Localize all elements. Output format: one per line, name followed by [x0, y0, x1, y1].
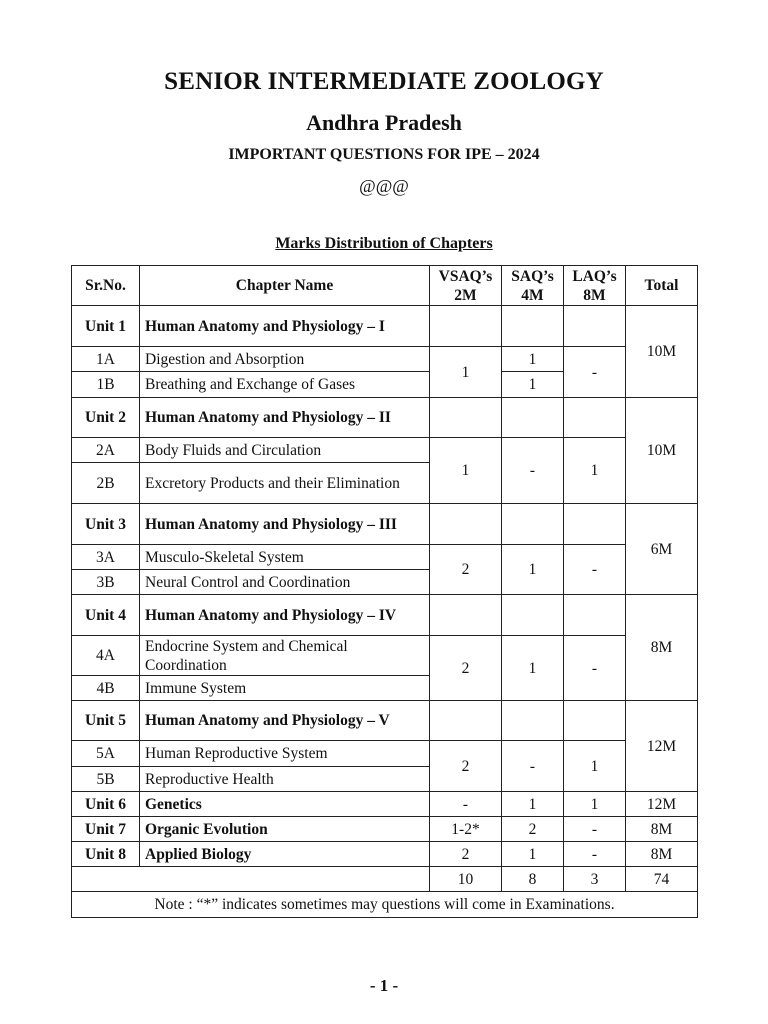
table-row	[72, 504, 698, 545]
chapter-name: Human Reproductive System	[140, 741, 430, 767]
laq-value: -	[564, 842, 626, 867]
unit-total: 8M	[626, 595, 698, 701]
empty-cell	[502, 398, 564, 438]
unit-label: Unit 7	[72, 817, 140, 842]
table-row	[72, 398, 698, 438]
col-header-laq-label: LAQ’s	[572, 267, 617, 285]
unit-total: 10M	[626, 398, 698, 504]
col-header-laq-marks: 8M	[583, 286, 606, 304]
vsaq-value: 2	[430, 741, 502, 792]
marks-distribution-table	[71, 265, 698, 918]
empty-cell	[564, 504, 626, 545]
col-header-vsaq	[430, 266, 502, 306]
table-row	[72, 438, 698, 463]
col-header-laq	[564, 266, 626, 306]
col-header-srno: Sr.No.	[72, 266, 140, 306]
vsaq-value: 2	[430, 545, 502, 595]
saq-value: -	[502, 438, 564, 504]
empty-cell	[430, 595, 502, 636]
empty-cell	[564, 398, 626, 438]
unit-name: Human Anatomy and Physiology – III	[140, 504, 430, 545]
unit-name: Human Anatomy and Physiology – I	[140, 306, 430, 347]
unit-label: Unit 2	[72, 398, 140, 438]
saq-total: 8	[502, 867, 564, 892]
chapter-no: 4A	[72, 636, 140, 676]
empty-cell	[502, 504, 564, 545]
col-header-vsaq-label: VSAQ’s	[438, 267, 493, 285]
saq-value: 1	[502, 842, 564, 867]
table-row	[72, 636, 698, 676]
chapter-no: 5A	[72, 741, 140, 767]
saq-value: 1	[502, 792, 564, 817]
unit-total: 10M	[626, 306, 698, 398]
saq-value: -	[502, 741, 564, 792]
empty-cell	[502, 701, 564, 741]
saq-value: 1	[502, 372, 564, 398]
unit-label: Unit 8	[72, 842, 140, 867]
col-header-total: Total	[626, 266, 698, 306]
empty-cell	[72, 867, 430, 892]
laq-value: -	[564, 545, 626, 595]
empty-cell	[430, 306, 502, 347]
laq-value: 1	[564, 792, 626, 817]
unit-label: Unit 4	[72, 595, 140, 636]
state-name: Andhra Pradesh	[306, 110, 462, 135]
laq-total: 3	[564, 867, 626, 892]
saq-value: 1	[502, 636, 564, 701]
laq-value: -	[564, 817, 626, 842]
grand-total: 74	[626, 867, 698, 892]
empty-cell	[430, 504, 502, 545]
note-row	[72, 892, 698, 918]
table-row	[72, 701, 698, 741]
unit-label: Unit 5	[72, 701, 140, 741]
empty-cell	[430, 398, 502, 438]
table-row	[72, 817, 698, 842]
table-row	[72, 741, 698, 767]
laq-value: -	[564, 347, 626, 398]
empty-cell	[564, 306, 626, 347]
chapter-name: Immune System	[140, 676, 430, 701]
unit-name: Human Anatomy and Physiology – V	[140, 701, 430, 741]
chapter-no: 2A	[72, 438, 140, 463]
unit-label: Unit 1	[72, 306, 140, 347]
table-note: Note : “*” indicates sometimes may questions will come in Examinations.	[72, 892, 698, 918]
saq-value: 2	[502, 817, 564, 842]
page-number: - 1 -	[369, 976, 399, 995]
table-header-row	[72, 266, 698, 306]
unit-total: 8M	[626, 842, 698, 867]
chapter-no: 2B	[72, 463, 140, 504]
table-row	[72, 347, 698, 372]
col-header-saq-marks: 4M	[521, 286, 544, 304]
col-header-vsaq-marks: 2M	[454, 286, 477, 304]
unit-label: Unit 3	[72, 504, 140, 545]
table-row	[72, 306, 698, 347]
unit-total: 12M	[626, 792, 698, 817]
vsaq-value: -	[430, 792, 502, 817]
table-row	[72, 545, 698, 570]
table-caption: Marks Distribution of Chapters	[275, 235, 493, 252]
chapter-name: Digestion and Absorption	[140, 347, 430, 372]
chapter-no: 3A	[72, 545, 140, 570]
chapter-name: Excretory Products and their Elimination	[140, 463, 430, 504]
chapter-name: Endocrine System and Chemical Coordination	[140, 636, 430, 676]
chapter-name: Body Fluids and Circulation	[140, 438, 430, 463]
unit-name: Human Anatomy and Physiology – IV	[140, 595, 430, 636]
saq-value: 1	[502, 545, 564, 595]
table-row	[72, 792, 698, 817]
unit-label: Unit 6	[72, 792, 140, 817]
empty-cell	[564, 701, 626, 741]
chapter-no: 4B	[72, 676, 140, 701]
chapter-name: Breathing and Exchange of Gases	[140, 372, 430, 398]
unit-name: Applied Biology	[140, 842, 430, 867]
col-header-saq-label: SAQ’s	[511, 267, 554, 285]
empty-cell	[564, 595, 626, 636]
vsaq-total: 10	[430, 867, 502, 892]
vsaq-value: 2	[430, 842, 502, 867]
chapter-name: Musculo-Skeletal System	[140, 545, 430, 570]
vsaq-value: 1	[430, 438, 502, 504]
chapter-no: 3B	[72, 570, 140, 595]
vsaq-value: 1-2*	[430, 817, 502, 842]
document-title: SENIOR INTERMEDIATE ZOOLOGY	[164, 68, 604, 95]
saq-value: 1	[502, 347, 564, 372]
empty-cell	[430, 701, 502, 741]
unit-name: Human Anatomy and Physiology – II	[140, 398, 430, 438]
unit-name: Organic Evolution	[140, 817, 430, 842]
unit-total: 8M	[626, 817, 698, 842]
vsaq-value: 2	[430, 636, 502, 701]
decoration-separator: @@@	[359, 176, 409, 196]
table-row	[72, 595, 698, 636]
empty-cell	[502, 595, 564, 636]
chapter-no: 1A	[72, 347, 140, 372]
vsaq-value: 1	[430, 347, 502, 398]
table-row	[72, 842, 698, 867]
chapter-name: Reproductive Health	[140, 767, 430, 792]
unit-name: Genetics	[140, 792, 430, 817]
laq-value: -	[564, 636, 626, 701]
unit-total: 6M	[626, 504, 698, 595]
document-subtitle: IMPORTANT QUESTIONS FOR IPE – 2024	[228, 146, 540, 163]
chapter-name: Neural Control and Coordination	[140, 570, 430, 595]
empty-cell	[502, 306, 564, 347]
chapter-no: 1B	[72, 372, 140, 398]
chapter-no: 5B	[72, 767, 140, 792]
col-header-saq	[502, 266, 564, 306]
totals-row	[72, 867, 698, 892]
col-header-chapter: Chapter Name	[140, 266, 430, 306]
laq-value: 1	[564, 438, 626, 504]
unit-total: 12M	[626, 701, 698, 792]
laq-value: 1	[564, 741, 626, 792]
